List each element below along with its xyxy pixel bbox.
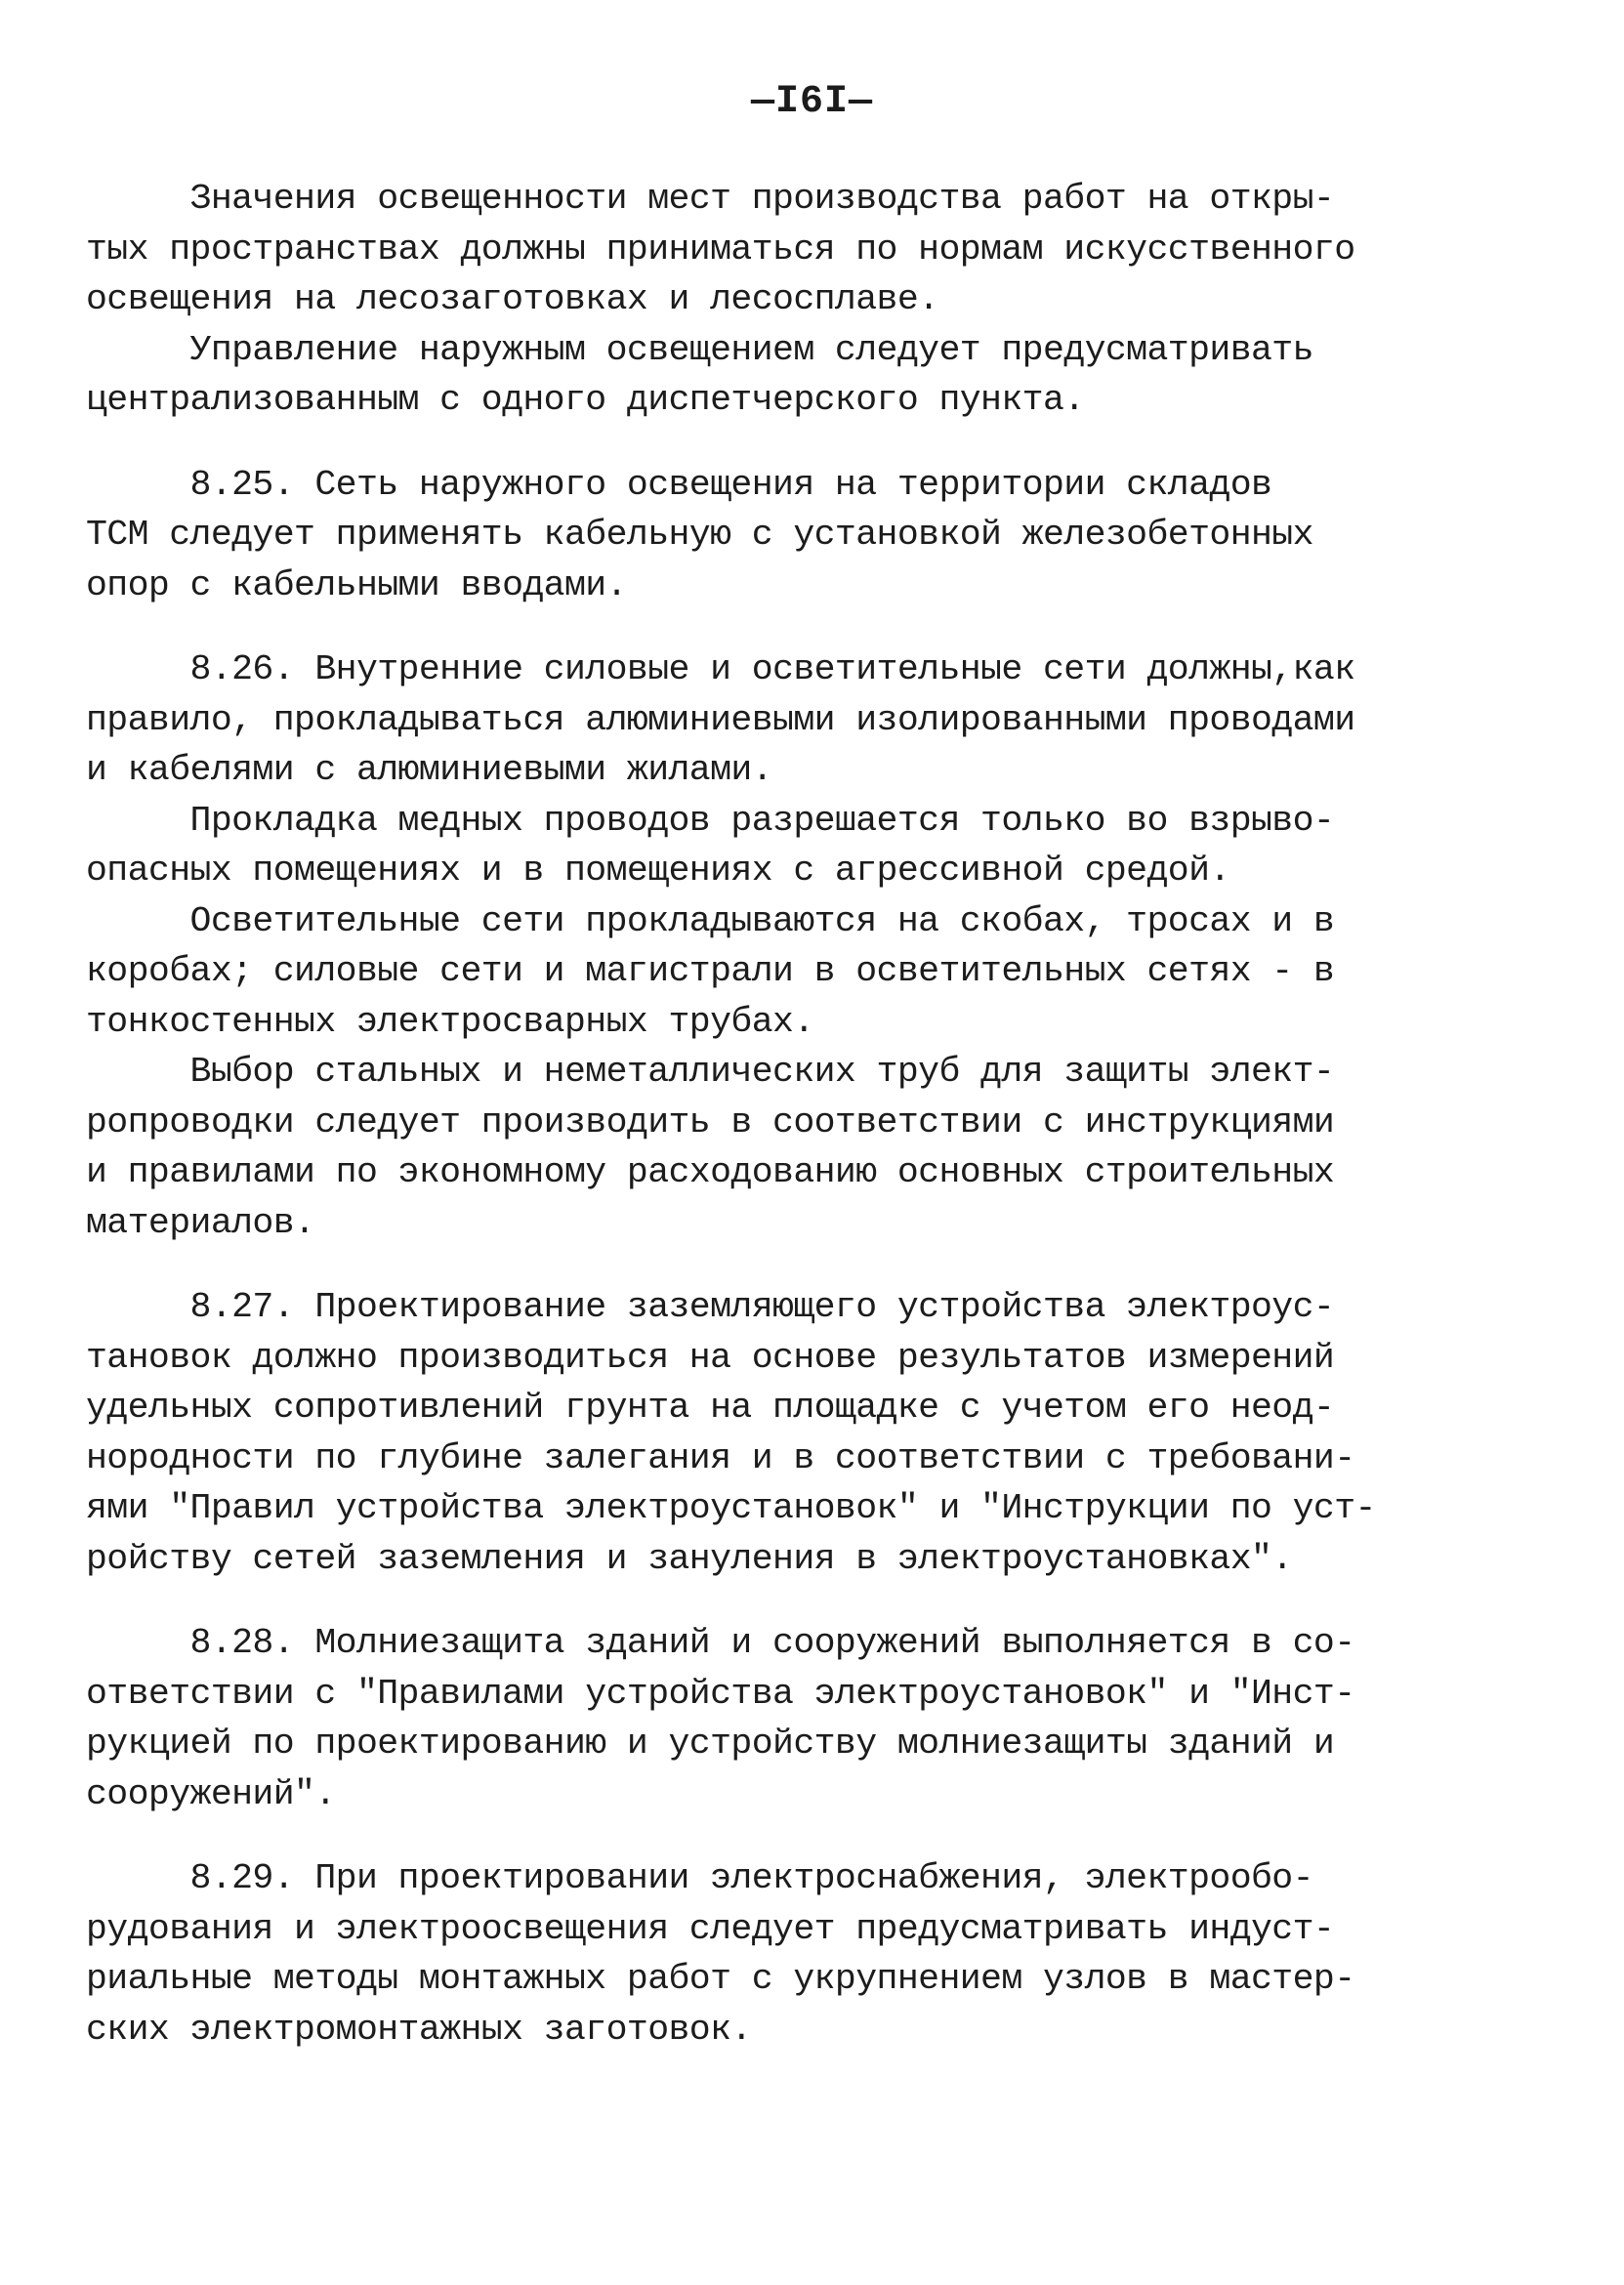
text-line: Значения освещенности мест производства работ на откры-	[86, 179, 1335, 219]
text-line: коробах; силовые сети и магистрали в осветительных сетях - в	[86, 951, 1335, 991]
text-line: освещения на лесозаготовках и лесосплаве.	[86, 279, 939, 319]
paragraph-illumination-norms	[86, 174, 1375, 325]
text-line: ройству сетей заземления и зануления в электроустановках".	[86, 1538, 1293, 1579]
paragraph-pipe-selection	[86, 1047, 1375, 1248]
paragraph-8-28	[86, 1618, 1375, 1819]
text-line: 8.28. Молниезащита зданий и сооружений выполняется в со-	[86, 1623, 1355, 1663]
text-line: рудования и электроосвещения следует предусматривать индуст-	[86, 1908, 1335, 1949]
text-line: удельных сопротивлений грунта на площадке с учетом его неод-	[86, 1388, 1335, 1428]
text-line: ответствии с "Правилами устройства электроустановок" и "Инст-	[86, 1673, 1355, 1714]
paragraph-lighting-control	[86, 325, 1375, 426]
text-line: тонкостенных электросварных трубах.	[86, 1001, 814, 1042]
text-line: сооружений".	[86, 1773, 336, 1814]
text-line: материалов.	[86, 1202, 315, 1243]
text-line: 8.26. Внутренние силовые и осветительные сети должны,как	[86, 649, 1355, 689]
text-line: ями "Правил устройства электроустановок" и "Инструкции по уст-	[86, 1488, 1376, 1528]
text-line: 8.27. Проектирование заземляющего устройства электроус-	[86, 1287, 1335, 1327]
paragraph-8-29	[86, 1853, 1375, 2055]
text-line: и кабелями с алюминиевыми жилами.	[86, 750, 773, 790]
text-line: рукцией по проектированию и устройству молниезащиты зданий и	[86, 1724, 1335, 1764]
document-body	[86, 174, 1375, 2055]
page-number: —I6I—	[750, 80, 874, 124]
text-line: тановок должно производиться на основе результатов измерений	[86, 1337, 1335, 1378]
text-line: опор с кабельными вводами.	[86, 564, 627, 605]
text-line: риальные методы монтажных работ с укрупнением узлов в мастер-	[86, 1959, 1355, 1999]
text-line: правило, прокладываться алюминиевыми изолированными проводами	[86, 699, 1355, 740]
text-line: нородности по глубине залегания и в соответствии с требовани-	[86, 1437, 1355, 1478]
paragraph-8-26	[86, 644, 1375, 796]
text-line: Прокладка медных проводов разрешается только во взрыво-	[86, 800, 1335, 841]
text-line: Осветительные сети прокладываются на скобах, тросах и в	[86, 900, 1335, 941]
paragraph-copper-wiring	[86, 796, 1375, 896]
text-line: Выбор стальных и неметаллических труб для защиты элект-	[86, 1052, 1335, 1092]
paragraph-8-27	[86, 1282, 1375, 1584]
text-line: ропроводки следует производить в соответствии с инструкциями	[86, 1101, 1335, 1142]
text-line: опасных помещениях и в помещениях с агрессивной средой.	[86, 851, 1230, 891]
text-line: тых пространствах должны приниматься по нормам искусственного	[86, 228, 1355, 270]
text-line: ских электромонтажных заготовок.	[86, 2009, 752, 2050]
paragraph-lighting-networks	[86, 896, 1375, 1048]
text-line: ТСМ следует применять кабельную с установкой железобетонных	[86, 515, 1313, 555]
text-line: и правилами по экономному расходованию основных строительных	[86, 1152, 1335, 1192]
paragraph-8-25	[86, 460, 1375, 611]
text-line: централизованным с одного диспетчерского пункта.	[86, 380, 1085, 420]
text-line: 8.25. Сеть наружного освещения на территории складов	[86, 464, 1272, 505]
text-line: 8.29. При проектировании электроснабжения, электрообо-	[86, 1858, 1313, 1898]
text-line: Управление наружным освещением следует предусматривать	[86, 329, 1313, 370]
